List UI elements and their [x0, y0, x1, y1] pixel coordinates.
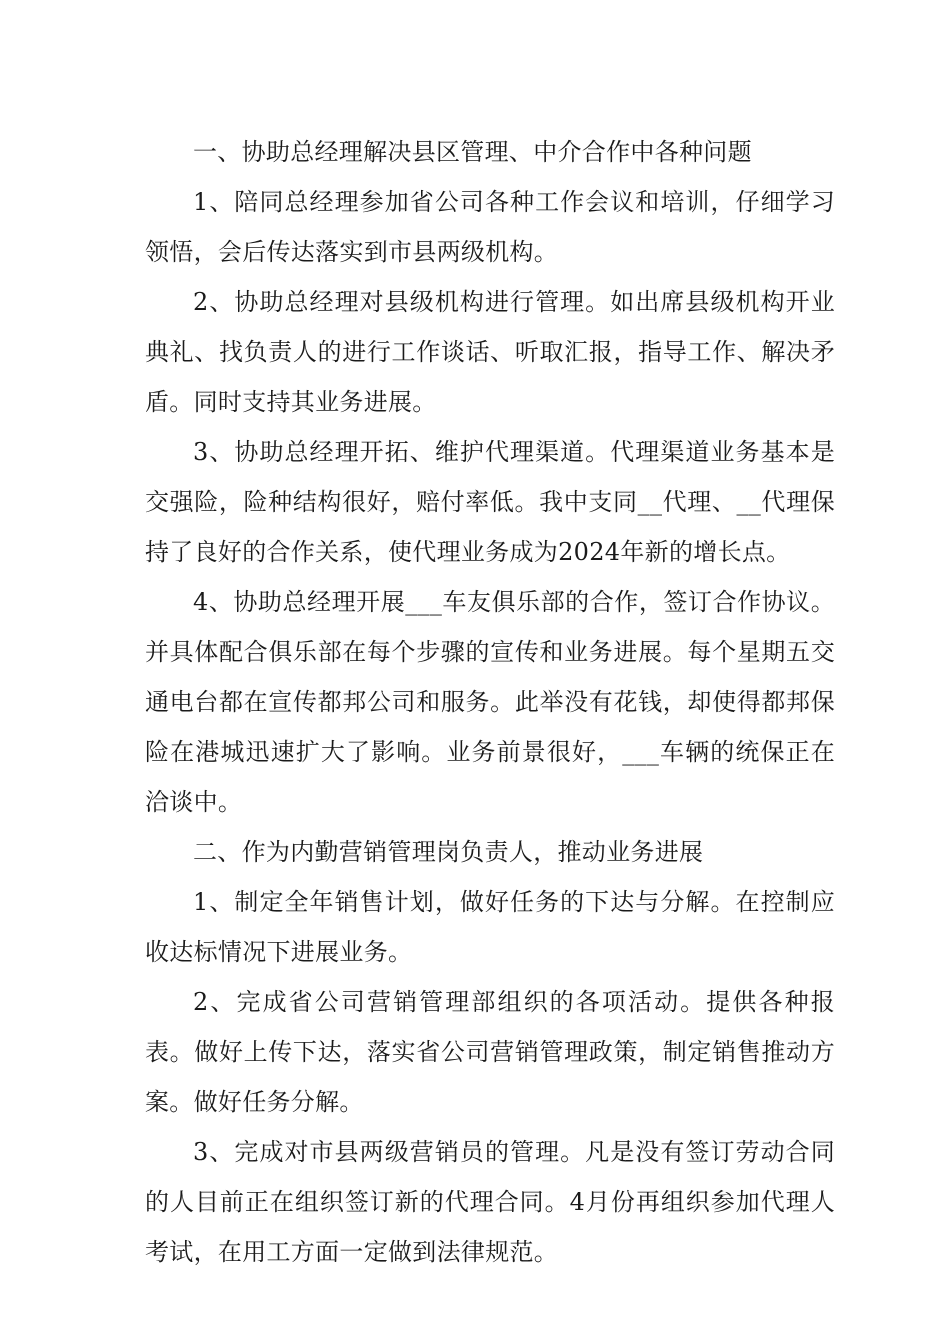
paragraph: 3、协助总经理开拓、维护代理渠道。代理渠道业务基本是交强险，险种结构很好，赔付率低。我中支同__代理、__代理保持了良好的合作关系，使代理业务成为2024年新的增长点。 — [145, 438, 835, 566]
paragraph: 4、协助总经理开展___车友俱乐部的合作，签订合作协议。并具体配合俱乐部在每个步骤的宣传和业务进展。每个星期五交通电台都在宣传都邦公司和服务。此举没有花钱，却使得都邦保险在港城迅速扩大了影响。业务前景很好，___车辆的统保正在洽谈中。 — [145, 588, 835, 816]
document-body — [145, 127, 835, 1277]
section-heading-1: 一、协助总经理解决县区管理、中介合作中各种问题 — [193, 138, 752, 166]
paragraph: 2、协助总经理对县级机构进行管理。如出席县级机构开业典礼、找负责人的进行工作谈话、听取汇报，指导工作、解决矛盾。同时支持其业务进展。 — [145, 288, 835, 416]
section-heading-2: 二、作为内勤营销管理岗负责人，推动业务进展 — [193, 838, 704, 866]
paragraph: 1、陪同总经理参加省公司各种工作会议和培训，仔细学习领悟，会后传达落实到市县两级机构。 — [145, 188, 835, 266]
paragraph: 3、完成对市县两级营销员的管理。凡是没有签订劳动合同的人目前正在组织签订新的代理合同。4月份再组织参加代理人考试，在用工方面一定做到法律规范。 — [145, 1138, 835, 1266]
paragraph: 2、完成省公司营销管理部组织的各项活动。提供各种报表。做好上传下达，落实省公司营销管理政策，制定销售推动方案。做好任务分解。 — [145, 988, 835, 1116]
paragraph: 1、制定全年销售计划，做好任务的下达与分解。在控制应收达标情况下进展业务。 — [145, 888, 835, 966]
